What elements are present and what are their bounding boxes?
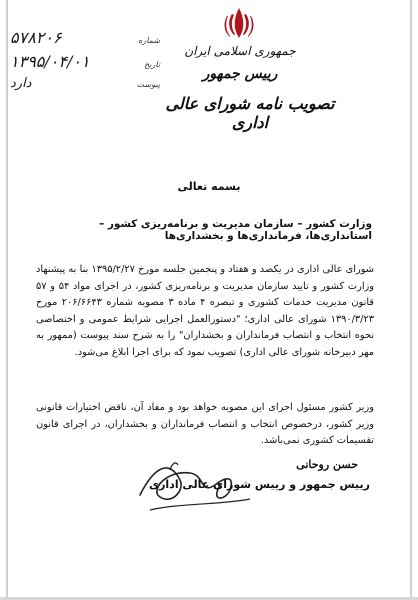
page-edge-right [410, 0, 412, 600]
date-label: تاریخ [144, 60, 160, 69]
body-paragraph-1: شورای عالی اداری در یکصد و هفتاد و پنجمین جلسه مورخ ۱۳۹۵/۲/۲۷ بنا به پیشنهاد وزارت کشور و تایید سازمان مدیریت و برنامه‌ریزی کشور، در اجرای مواد ۵۴ و ۵۷ قانون مدیریت خدمات کشوری و تبصره ۴ ماده ۳ مصوبه شماره ۲۰۶/۶۶۴۳ مورخ ۱۳۹۰/۳/۲۳ شورای عالی اداری؛ "دستورالعمل اجرایی شرایط عمومی و اختصاصی نحوه انتخاب و انتصاب فرمانداران و بخشداران" را به شرح سند پیوست (ممهور به مهر دبیرخانه شورای عالی اداری) تصویب نمود که برای اجرا ابلاغ می‌شود. [36, 264, 374, 358]
signatory-name: حسن روحانی [296, 458, 358, 471]
letter-meta [10, 28, 160, 100]
attachment-label: پیوست [136, 80, 160, 89]
addressee-line: وزارت کشور – سازمان مدیریت و برنامه‌ریزی کشور – استانداری‌ها، فرمانداری‌ها و بخشداری‌ها [98, 218, 372, 242]
iran-emblem-icon [224, 6, 254, 40]
attachment-value: دارد [10, 76, 32, 91]
meta-date-row [10, 52, 160, 76]
page-edge-left [6, 0, 8, 600]
date-value: ۱۳۹۵/۰۴/۰۱ [10, 52, 90, 71]
decree-title: تصویب نامه شورای عالی اداری [165, 94, 335, 132]
basmala: بسمه تعالی [177, 180, 241, 193]
number-label: شماره [138, 36, 160, 45]
country-name: جمهوری اسلامی ایران [184, 44, 296, 58]
signatory-title: رییس جمهور و رییس شورای عالی اداری [148, 478, 370, 491]
body-paragraph-2: وزیر کشور مسئول اجرای این مصوبه خواهد بود و مفاد آن، ناقض اختیارات قانونی وزیر کشور، درخصوص انتخاب و انتصاب فرمانداران و بخشداران، در اجرای قانون تقسیمات کشوری نمی‌باشد. [36, 402, 374, 446]
number-value: ۵۷۸۲۰۶ [10, 28, 62, 47]
meta-attachment-row [10, 76, 160, 100]
office-name: رییس جمهور [202, 66, 278, 82]
meta-number-row [10, 28, 160, 52]
